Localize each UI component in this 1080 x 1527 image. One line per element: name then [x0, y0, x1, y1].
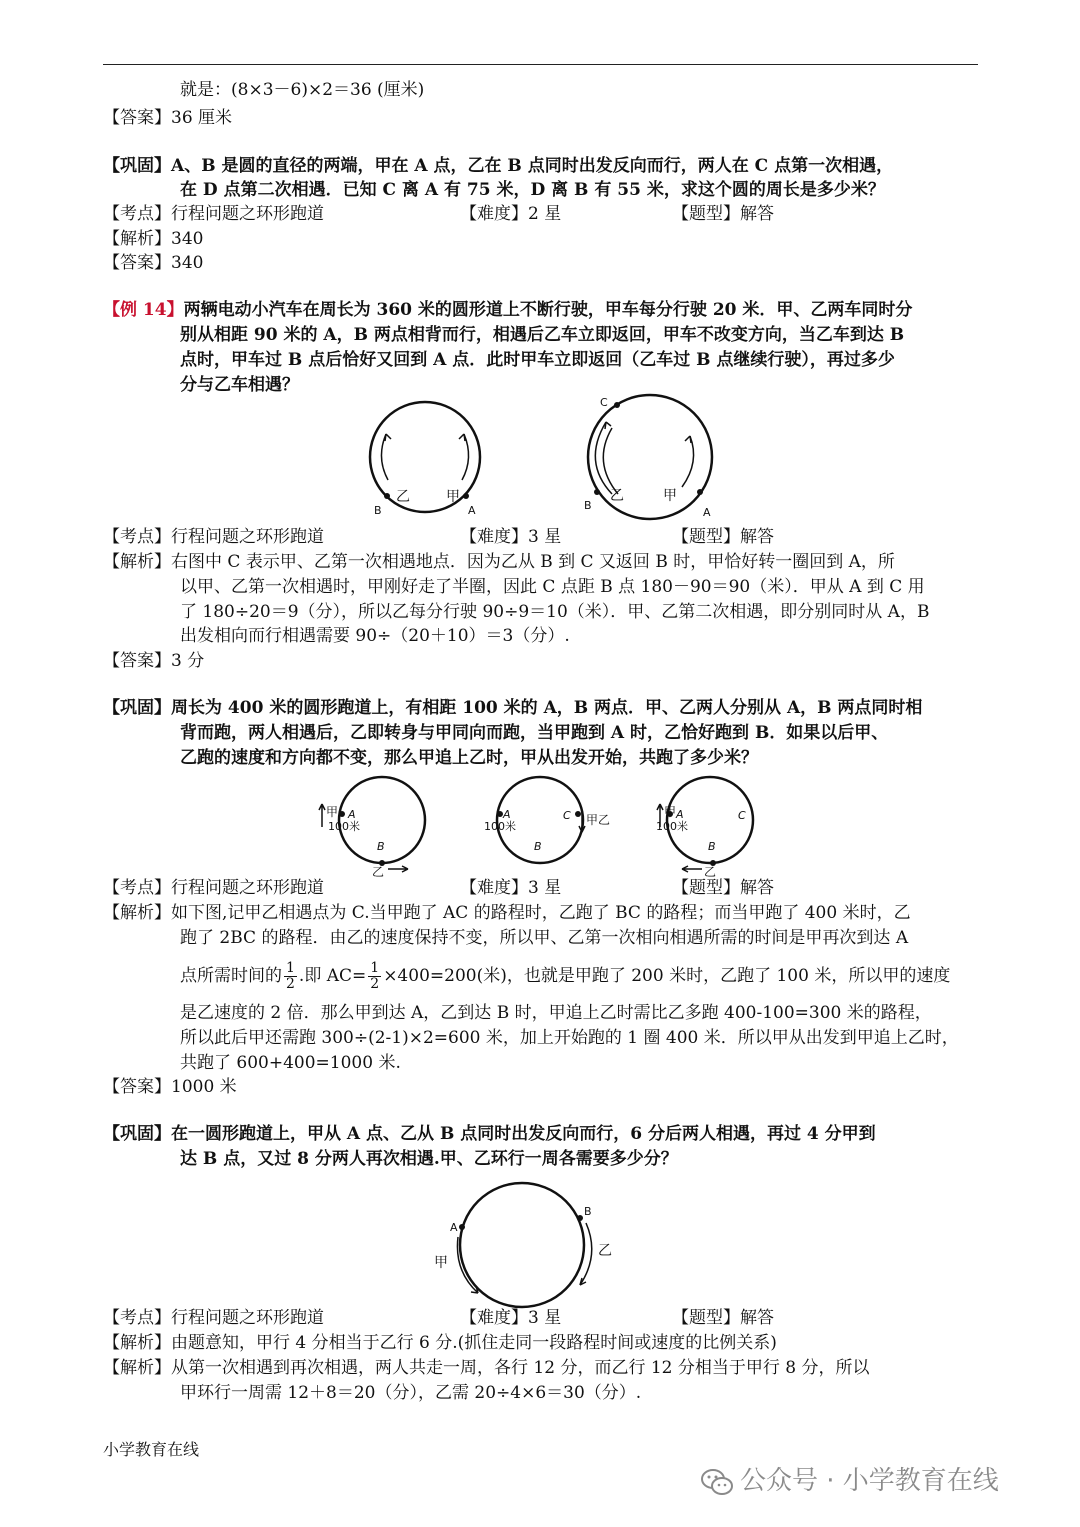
footer-text: 小学教育在线: [103, 1440, 200, 1459]
q3-tixing: 【题型】解答: [672, 1308, 774, 1328]
label-b: B: [377, 840, 385, 853]
q2-jiexi-2: 跑了 2BC 的路程．由乙的速度保持不变，所以甲、乙第一次相向相遇所需的时间是甲再次到达 A: [180, 928, 909, 948]
ex14-nandu: 【难度】3 星: [460, 527, 562, 547]
q3-jiexi-1: 【解析】由题意知，甲行 4 分相当于乙行 6 分.(抓住走同一段路程时间或速度的比例关系): [103, 1333, 777, 1353]
label-c: C: [600, 396, 608, 409]
ex14-line-2: 别从相距 90 米的 A，B 两点相背而行，相遇后乙车立即返回，甲车不改变方向，当乙车到达 B: [180, 325, 905, 345]
ex14-answer: 【答案】3 分: [103, 651, 205, 671]
fraction-half: $\frac{1}{2}$: [370, 960, 380, 992]
label-a: A: [468, 504, 476, 517]
label-b: B: [708, 840, 716, 853]
label-jia: 甲: [446, 489, 460, 505]
q1-tixing: 【题型】解答: [672, 204, 774, 224]
label-b: B: [584, 499, 592, 512]
arrow-icon: [682, 436, 694, 487]
arrow-icon: [319, 804, 325, 827]
label-jia: 甲: [434, 1255, 448, 1271]
ex14-jiexi-2: 以甲、乙第一次相遇时，甲刚好走了半圈，因此 C 点距 B 点 180－90＝90（米）．甲从 A 到 C 用: [180, 577, 925, 597]
label-a: A: [503, 808, 511, 821]
ex14-line-3: 点时，甲车过 B 点后恰好又回到 A 点．此时甲车立即返回（乙车过 B 点继续行驶），再过多少: [180, 350, 895, 370]
label-jia: 甲: [663, 488, 677, 504]
label-jia: 甲: [664, 805, 677, 819]
label-yi: 乙: [704, 865, 717, 879]
label-b: B: [584, 1205, 592, 1218]
previous-answer: 【答案】36 厘米: [103, 108, 233, 128]
q2-jiexi-3: 点所需时间的 $\frac{1}{2}$ .即 AC= $\frac{1}{2}$ ×400=200(米)，也就是甲跑了 200 米时，乙跑了 100 米，所以甲的速度: [180, 960, 951, 992]
q2-title-1: 【巩固】周长为 400 米的圆形跑道上，有相距 100 米的 A，B 两点．甲、乙两人分别从 A，B 两点同时相: [103, 698, 923, 718]
q1-nandu: 【难度】2 星: [460, 204, 562, 224]
ex14-figure-left: [370, 402, 480, 517]
ex14-tag: 【例 14】: [103, 300, 184, 320]
q2-jiexi-6: 共跑了 600+400=1000 米.: [180, 1053, 401, 1073]
fraction-half: $\frac{1}{2}$: [286, 960, 295, 992]
label-a: A: [703, 506, 711, 519]
point-a: [339, 811, 345, 817]
label-a: A: [676, 808, 684, 821]
arrow-icon: [388, 866, 408, 872]
q2-figure: [310, 772, 790, 882]
q2-figure-2: [484, 777, 610, 863]
ex14-jiexi-1: 【解析】右图中 C 表示甲、乙第一次相遇地点．因为乙从 B 到 C 又返回 B 时，甲恰好转一圈回到 A，所: [103, 552, 895, 572]
q1-title-2: 在 D 点第二次相遇．已知 C 离 A 有 75 米，D 离 B 有 55 米，求这个圆的周长是多少米？: [180, 180, 885, 200]
label-a: A: [450, 1221, 458, 1234]
watermark: 公众号 · 小学教育在线: [700, 1460, 999, 1497]
q2-jiexi-5: 所以此后甲还需跑 300÷(2-1)×2=600 米，加上开始跑的 1 圈 400 米．所以甲从出发到甲追上乙时，: [180, 1028, 959, 1048]
label-c: C: [563, 809, 571, 822]
header-rule: [103, 64, 978, 65]
q1-jiexi: 【解析】340: [103, 229, 204, 249]
q2-figure-3: [656, 777, 753, 879]
q2-jiexi-1: 【解析】如下图,记甲乙相遇点为 C.当甲跑了 AC 的路程时，乙跑了 BC 的路程；而当甲跑了 400 米时，乙: [103, 903, 911, 923]
ex14-tixing: 【题型】解答: [672, 527, 774, 547]
label-a: A: [348, 808, 356, 821]
q3-nandu: 【难度】3 星: [460, 1308, 562, 1328]
label-jiayi: 甲乙: [586, 813, 611, 827]
point-a: [463, 493, 469, 499]
point-b: [594, 489, 600, 495]
q2-tixing: 【题型】解答: [672, 878, 774, 898]
ex14-figure-right: [584, 395, 712, 519]
q3-title-2: 达 B 点，又过 8 分两人再次相遇.甲、乙环行一周各需要多少分？: [180, 1149, 678, 1169]
q1-kaodian: 【考点】行程问题之环形跑道: [103, 204, 324, 224]
label-dist: 100米: [656, 820, 688, 833]
arrow-icon: [682, 866, 702, 872]
q3-jiexi-3: 甲环行一周需 12＋8＝20（分），乙需 20÷4×6＝30（分）.: [180, 1383, 642, 1403]
track-circle: [460, 1183, 584, 1307]
label-yi: 乙: [396, 489, 410, 505]
q2-figure-1: [319, 777, 425, 879]
q2-jiexi-4: 是乙速度的 2 倍．那么甲到达 A，乙到达 B 时，甲追上乙时需比乙多跑 400-100=300 米的路程，: [180, 1003, 932, 1023]
q2-kaodian: 【考点】行程问题之环形跑道: [103, 878, 324, 898]
point-a: [697, 489, 703, 495]
ex14-figure: [360, 392, 740, 522]
ex14-line-1: 【例 14】两辆电动小汽车在周长为 360 米的圆形道上不断行驶，甲车每分行驶 20 米．甲、乙两车同时分: [103, 300, 913, 320]
label-b: B: [534, 840, 542, 853]
label-c: C: [738, 809, 746, 822]
q2-answer: 【答案】1000 米: [103, 1077, 237, 1097]
point-c: [575, 811, 581, 817]
q2-nandu: 【难度】3 星: [460, 878, 562, 898]
q2-title-2: 背而跑，两人相遇后，乙即转身与甲同向而跑，当甲跑到 A 时，乙恰好跑到 B．如果以后甲、: [180, 723, 889, 743]
previous-solution-line: 就是：(8×3－6)×2＝36 (厘米): [180, 80, 425, 100]
label-yi: 乙: [610, 488, 624, 504]
label-dist: 100米: [328, 820, 360, 833]
ex14-line-4: 分与乙车相遇？: [180, 375, 299, 395]
label-jia: 甲: [326, 805, 339, 819]
point-c: [614, 402, 620, 408]
ex14-jiexi-3: 了 180÷20＝9（分），所以乙每分行驶 90÷9＝10（米）．甲、乙第二次相遇，即分别同时从 A，B: [180, 602, 930, 622]
q3-figure: [420, 1175, 630, 1315]
q3-kaodian: 【考点】行程问题之环形跑道: [103, 1308, 324, 1328]
q3-jiexi-2: 【解析】从第一次相遇到再次相遇，两人共走一周，各行 12 分，而乙行 12 分相当于甲行 8 分，所以: [103, 1358, 870, 1378]
point-b: [384, 493, 390, 499]
label-b: B: [374, 504, 382, 517]
ex14-jiexi-4: 出发相向而行相遇需要 90÷（20＋10）＝3（分）.: [180, 626, 570, 646]
q1-title-1: 【巩固】A、B 是圆的直径的两端，甲在 A 点，乙在 B 点同时出发反向而行，两人在 C 点第一次相遇，: [103, 156, 894, 176]
q1-answer: 【答案】340: [103, 253, 204, 273]
label-yi: 乙: [372, 865, 385, 879]
label-dist: 100米: [484, 820, 516, 833]
wechat-icon: [700, 1467, 734, 1497]
point-a: [459, 1224, 465, 1230]
label-yi: 乙: [598, 1243, 612, 1259]
point-b: [577, 1215, 583, 1221]
q3-title-1: 【巩固】在一圆形跑道上，甲从 A 点、乙从 B 点同时出发反向而行，6 分后两人相遇，再过 4 分甲到: [103, 1124, 876, 1144]
ex14-kaodian: 【考点】行程问题之环形跑道: [103, 527, 324, 547]
q2-title-3: 乙跑的速度和方向都不变，那么甲追上乙时，甲从出发开始，共跑了多少米？: [180, 748, 758, 768]
